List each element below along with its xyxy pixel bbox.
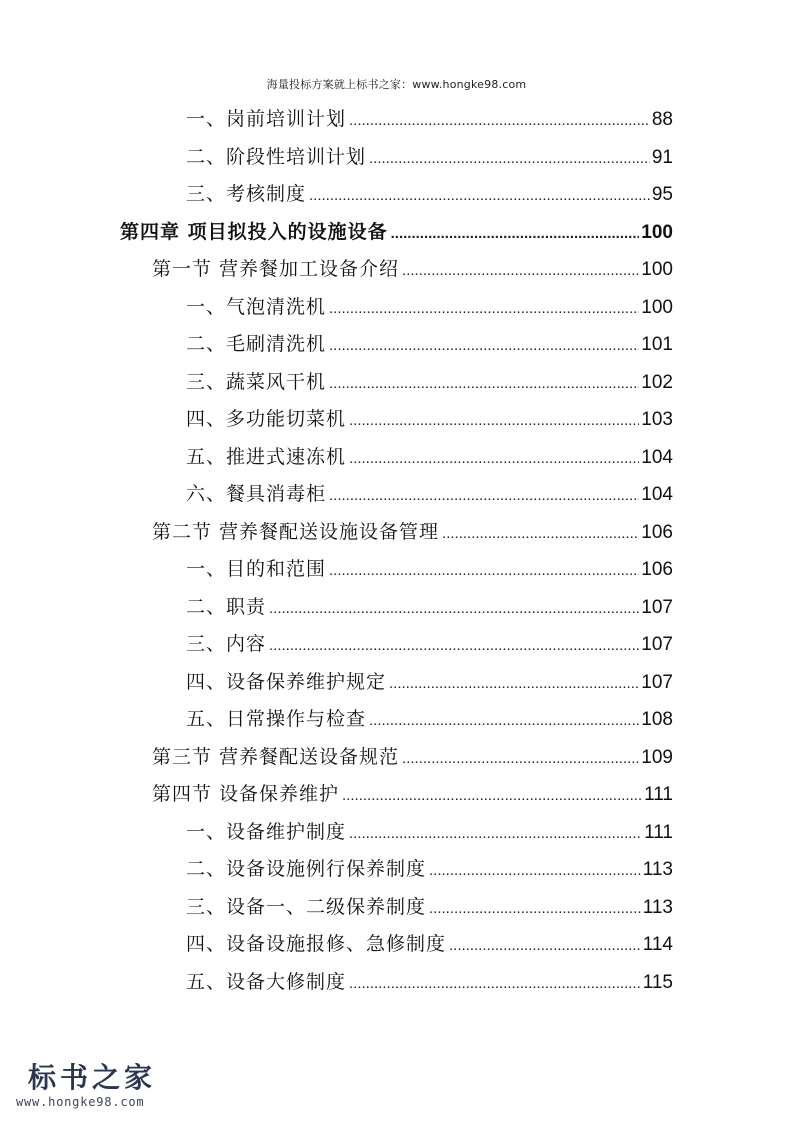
toc-entry-title: 二、毛刷清洗机	[186, 333, 327, 355]
toc-dot-leader	[329, 477, 639, 513]
toc-entry-page-number: 107	[641, 596, 673, 618]
toc-entry-title: 一、岗前培训计划	[186, 108, 347, 130]
toc-entry-title: 三、蔬菜风干机	[186, 370, 327, 393]
toc-entry-item[interactable]	[186, 889, 673, 926]
toc-entry-page-number: 104	[641, 446, 673, 468]
toc-entry-page-number: 101	[641, 334, 673, 355]
toc-entry-title: 第一节 营养餐加工设备介绍	[152, 258, 400, 280]
toc-entry-item[interactable]	[186, 176, 673, 213]
toc-entry-title: 五、推进式速冻机	[186, 445, 347, 468]
logo-name: 标书之家	[28, 1061, 157, 1094]
toc-entry-title: 四、多功能切菜机	[186, 408, 347, 430]
toc-entry-title: 一、设备维护制度	[186, 820, 347, 843]
toc-entry-title: 四、设备设施报修、急修制度	[186, 933, 447, 955]
toc-dot-leader	[329, 327, 639, 363]
toc-entry-section[interactable]	[152, 776, 673, 813]
toc-entry-item[interactable]	[186, 851, 673, 888]
toc-entry-title: 第四节 设备保养维护	[152, 783, 340, 805]
toc-entry-page-number: 91	[651, 146, 673, 168]
site-logo	[14, 1062, 164, 1110]
toc-dot-leader	[269, 627, 639, 663]
toc-entry-page-number: 100	[641, 296, 673, 318]
toc-entry-title: 第三节 营养餐配送设备规范	[152, 745, 400, 768]
toc-entry-item[interactable]	[186, 139, 673, 176]
toc-dot-leader	[329, 365, 639, 401]
toc-entry-title: 一、气泡清洗机	[186, 295, 327, 318]
toc-entry-item[interactable]	[186, 626, 673, 663]
toc-entry-item[interactable]	[186, 326, 673, 363]
toc-dot-leader	[369, 702, 639, 738]
toc-dot-leader	[349, 402, 639, 438]
toc-entry-page-number: 115	[642, 971, 673, 993]
toc-entry-item[interactable]	[186, 589, 673, 626]
toc-dot-leader	[329, 290, 639, 326]
toc-entry-page-number: 107	[641, 671, 673, 693]
toc-entry-page-number: 88	[651, 109, 673, 130]
toc-entry-page-number: 107	[641, 634, 673, 655]
toc-entry-item[interactable]	[186, 401, 673, 438]
toc-dot-leader	[429, 890, 641, 926]
toc-dot-leader	[349, 965, 641, 1001]
toc-entry-title: 二、阶段性培训计划	[186, 145, 367, 168]
toc-entry-section[interactable]	[152, 739, 673, 776]
toc-entry-title: 四、设备保养维护规定	[186, 670, 387, 693]
toc-dot-leader	[342, 777, 642, 813]
toc-entry-page-number: 106	[641, 559, 673, 580]
toc-entry-title: 三、设备一、二级保养制度	[186, 895, 427, 918]
page-header: 海量投标方案就上标书之家：www.hongke98.com	[266, 78, 527, 91]
toc-dot-leader	[349, 815, 642, 851]
toc-entry-section[interactable]	[152, 251, 673, 288]
toc-entry-page-number: 114	[642, 934, 673, 955]
toc-dot-leader	[369, 140, 650, 176]
toc-dot-leader	[442, 515, 639, 551]
toc-entry-section[interactable]	[152, 514, 673, 551]
toc-entry-title: 第二节 营养餐配送设施设备管理	[152, 520, 440, 543]
toc-entry-title: 五、日常操作与检查	[186, 708, 367, 730]
toc-entry-page-number: 103	[641, 409, 673, 430]
toc-entry-title: 二、职责	[186, 595, 267, 618]
toc-dot-leader	[449, 927, 641, 963]
toc-entry-item[interactable]	[186, 476, 673, 513]
toc-entry-item[interactable]	[186, 964, 673, 1001]
toc-dot-leader	[349, 102, 650, 138]
toc-entry-title: 一、目的和范围	[186, 558, 327, 580]
toc-entry-title: 五、设备大修制度	[186, 970, 347, 993]
toc-entry-page-number: 106	[641, 521, 673, 543]
toc-dot-leader	[391, 215, 640, 251]
toc-entry-title: 二、设备设施例行保养制度	[186, 858, 427, 880]
toc-entry-item[interactable]	[186, 664, 673, 701]
toc-entry-page-number: 104	[641, 484, 673, 505]
toc-entry-item[interactable]	[186, 101, 673, 138]
toc-dot-leader	[402, 740, 639, 776]
toc-entry-page-number: 111	[644, 821, 673, 843]
toc-entry-item[interactable]	[186, 364, 673, 401]
toc-entry-item[interactable]	[186, 289, 673, 326]
toc-entry-title: 三、考核制度	[186, 183, 307, 205]
toc-dot-leader	[309, 177, 650, 213]
toc-entry-chapter[interactable]	[120, 214, 673, 251]
toc-dot-leader	[429, 852, 641, 888]
toc-entry-item[interactable]	[186, 551, 673, 588]
toc-entry-page-number: 100	[641, 259, 673, 280]
toc-entry-page-number: 113	[642, 859, 673, 880]
logo-url: www.hongke98.com	[16, 1095, 145, 1109]
toc-entry-page-number: 108	[641, 709, 673, 730]
toc-entry-page-number: 102	[641, 371, 673, 393]
toc-entry-page-number: 109	[641, 746, 673, 768]
toc-dot-leader	[402, 252, 639, 288]
toc-entry-page-number: 113	[642, 896, 673, 918]
toc-entry-page-number: 111	[644, 784, 673, 805]
toc-entry-title: 六、餐具消毒柜	[186, 483, 327, 505]
toc-entry-page-number: 100	[641, 221, 673, 243]
toc-entry-item[interactable]	[186, 814, 673, 851]
toc-entry-item[interactable]	[186, 701, 673, 738]
toc-entry-title: 三、内容	[186, 633, 267, 655]
toc-entry-title: 第四章 项目拟投入的设施设备	[120, 220, 388, 243]
toc-dot-leader	[329, 552, 639, 588]
toc-entry-item[interactable]	[186, 439, 673, 476]
toc-dot-leader	[349, 440, 639, 476]
toc-entry-page-number: 95	[651, 184, 673, 205]
toc-dot-leader	[269, 590, 639, 626]
toc-dot-leader	[389, 665, 639, 701]
toc-entry-item[interactable]	[186, 926, 673, 963]
